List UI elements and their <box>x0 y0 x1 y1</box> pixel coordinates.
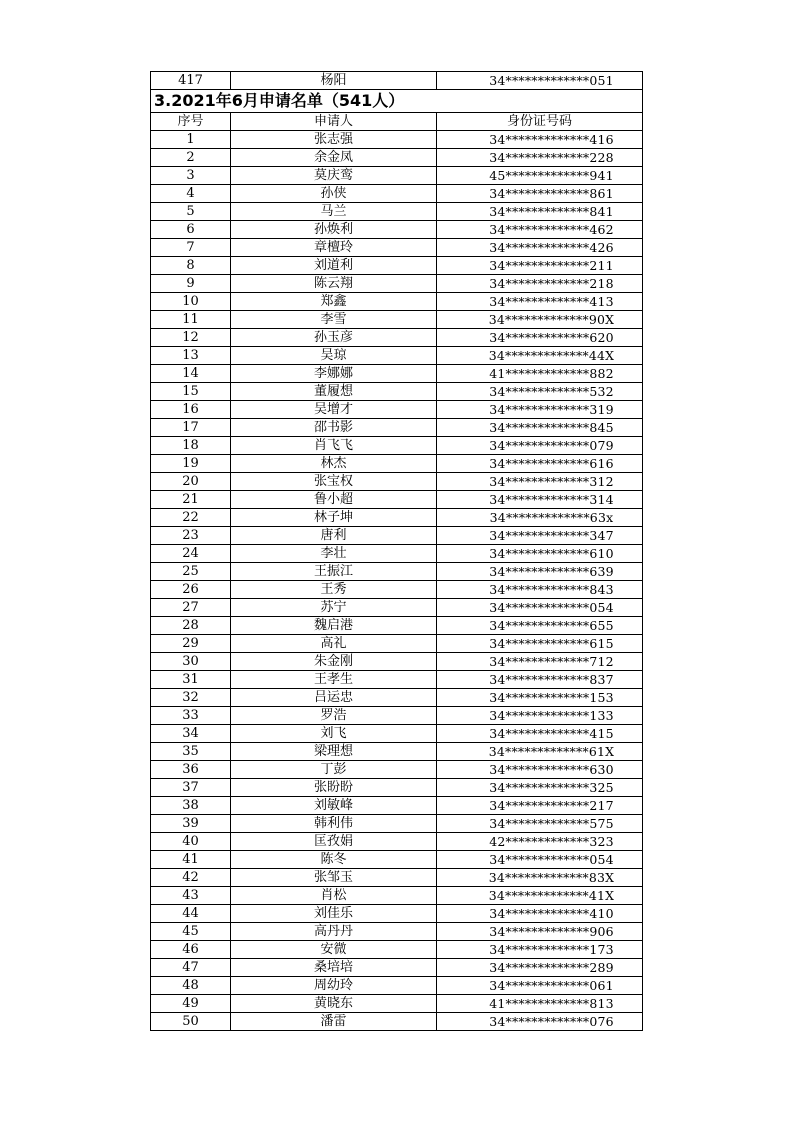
applicant-name: 张邹玉 <box>231 869 437 887</box>
table-row <box>151 185 643 203</box>
id-number: 34*************061 <box>437 977 643 995</box>
id-number: 34*************575 <box>437 815 643 833</box>
table-row <box>151 851 643 869</box>
id-number: 34*************712 <box>437 653 643 671</box>
table-row <box>151 419 643 437</box>
row-number: 31 <box>151 671 231 689</box>
table-row <box>151 383 643 401</box>
table-row <box>151 293 643 311</box>
row-number: 48 <box>151 977 231 995</box>
row-number: 37 <box>151 779 231 797</box>
row-number: 32 <box>151 689 231 707</box>
row-number: 18 <box>151 437 231 455</box>
id-number: 34*************639 <box>437 563 643 581</box>
id-number: 34*************314 <box>437 491 643 509</box>
row-number: 38 <box>151 797 231 815</box>
id-number: 34*************153 <box>437 689 643 707</box>
id-number: 34*************620 <box>437 329 643 347</box>
id-number: 45*************941 <box>437 167 643 185</box>
id-number: 34*************228 <box>437 149 643 167</box>
applicant-name: 陈冬 <box>231 851 437 869</box>
applicant-name: 桑培培 <box>231 959 437 977</box>
applicant-name: 邵书影 <box>231 419 437 437</box>
row-number: 11 <box>151 311 231 329</box>
row-number: 23 <box>151 527 231 545</box>
row-number: 10 <box>151 293 231 311</box>
row-number: 3 <box>151 167 231 185</box>
id-number: 34*************079 <box>437 437 643 455</box>
id-number: 34*************217 <box>437 797 643 815</box>
id-number: 34*************325 <box>437 779 643 797</box>
row-number: 39 <box>151 815 231 833</box>
row-number: 25 <box>151 563 231 581</box>
table-row <box>151 221 643 239</box>
id-number: 34*************054 <box>437 599 643 617</box>
table-row <box>151 72 643 90</box>
applicant-name: 丁彭 <box>231 761 437 779</box>
row-number: 4 <box>151 185 231 203</box>
row-number: 14 <box>151 365 231 383</box>
applicant-name: 林子坤 <box>231 509 437 527</box>
applicant-name: 鲁小超 <box>231 491 437 509</box>
id-number: 34*************843 <box>437 581 643 599</box>
row-number: 30 <box>151 653 231 671</box>
id-number: 34*************90X <box>437 311 643 329</box>
row-number: 44 <box>151 905 231 923</box>
applicant-name: 吴增才 <box>231 401 437 419</box>
applicant-name: 张宝权 <box>231 473 437 491</box>
table-row <box>151 455 643 473</box>
applicant-name: 陈云翔 <box>231 275 437 293</box>
row-number: 1 <box>151 131 231 149</box>
table-row <box>151 815 643 833</box>
row-number: 22 <box>151 509 231 527</box>
row-number: 27 <box>151 599 231 617</box>
table-row <box>151 365 643 383</box>
applicant-name: 莫庆鸾 <box>231 167 437 185</box>
id-number: 34*************289 <box>437 959 643 977</box>
row-number: 2 <box>151 149 231 167</box>
table-row <box>151 545 643 563</box>
applicant-name: 刘敏峰 <box>231 797 437 815</box>
applicant-name: 李雪 <box>231 311 437 329</box>
id-number: 34*************211 <box>437 257 643 275</box>
applicant-name: 朱金刚 <box>231 653 437 671</box>
applicant-name: 刘飞 <box>231 725 437 743</box>
table-row <box>151 761 643 779</box>
applicant-name: 王孝生 <box>231 671 437 689</box>
table-row <box>151 491 643 509</box>
id-number: 34*************319 <box>437 401 643 419</box>
row-number: 36 <box>151 761 231 779</box>
id-number: 34*************63x <box>437 509 643 527</box>
applicant-name: 梁理想 <box>231 743 437 761</box>
applicant-name: 马兰 <box>231 203 437 221</box>
table-row <box>151 401 643 419</box>
applicant-name: 肖飞飞 <box>231 437 437 455</box>
table-row <box>151 311 643 329</box>
id-number: 41*************813 <box>437 995 643 1013</box>
id-number: 34*************41X <box>437 887 643 905</box>
id-number: 34*************426 <box>437 239 643 257</box>
table-row <box>151 599 643 617</box>
table-row <box>151 905 643 923</box>
row-number: 50 <box>151 1013 231 1031</box>
row-number: 46 <box>151 941 231 959</box>
row-number: 19 <box>151 455 231 473</box>
table-row <box>151 437 643 455</box>
row-number: 47 <box>151 959 231 977</box>
section-title-row <box>151 90 643 113</box>
id-number: 34*************462 <box>437 221 643 239</box>
table-row <box>151 1013 643 1031</box>
table-row <box>151 203 643 221</box>
id-number: 42*************323 <box>437 833 643 851</box>
applicant-name: 郑鑫 <box>231 293 437 311</box>
table-row <box>151 347 643 365</box>
row-number: 417 <box>151 72 231 90</box>
applicant-name: 吕运忠 <box>231 689 437 707</box>
applicant-name: 余金凤 <box>231 149 437 167</box>
row-number: 33 <box>151 707 231 725</box>
row-number: 15 <box>151 383 231 401</box>
table-row <box>151 527 643 545</box>
row-number: 40 <box>151 833 231 851</box>
row-number: 43 <box>151 887 231 905</box>
row-number: 41 <box>151 851 231 869</box>
applicant-name: 魏启港 <box>231 617 437 635</box>
table-row <box>151 653 643 671</box>
row-number: 21 <box>151 491 231 509</box>
applicant-name: 吴琼 <box>231 347 437 365</box>
table-row <box>151 581 643 599</box>
row-number: 49 <box>151 995 231 1013</box>
id-number: 34*************44X <box>437 347 643 365</box>
table-row <box>151 473 643 491</box>
id-number: 34*************630 <box>437 761 643 779</box>
table-row <box>151 167 643 185</box>
id-number: 34*************415 <box>437 725 643 743</box>
table-row <box>151 941 643 959</box>
table-row <box>151 275 643 293</box>
id-number: 34*************532 <box>437 383 643 401</box>
header-id-number: 身份证号码 <box>437 113 643 131</box>
id-number: 34*************615 <box>437 635 643 653</box>
row-number: 7 <box>151 239 231 257</box>
table-row <box>151 797 643 815</box>
applicant-name: 李壮 <box>231 545 437 563</box>
applicant-name: 匡孜娟 <box>231 833 437 851</box>
id-number: 34*************218 <box>437 275 643 293</box>
id-number: 34*************347 <box>437 527 643 545</box>
applicant-name: 张盼盼 <box>231 779 437 797</box>
id-number: 34*************861 <box>437 185 643 203</box>
id-number: 34*************173 <box>437 941 643 959</box>
table-row <box>151 509 643 527</box>
row-number: 6 <box>151 221 231 239</box>
applicant-name: 李娜娜 <box>231 365 437 383</box>
id-number: 34*************410 <box>437 905 643 923</box>
table-row <box>151 635 643 653</box>
applicant-name: 王振江 <box>231 563 437 581</box>
id-number: 34*************841 <box>437 203 643 221</box>
id-number: 34*************616 <box>437 455 643 473</box>
applicant-name: 孙侠 <box>231 185 437 203</box>
applicant-name: 潘雷 <box>231 1013 437 1031</box>
applicant-name: 高丹丹 <box>231 923 437 941</box>
table-row <box>151 923 643 941</box>
applicant-name: 苏宁 <box>231 599 437 617</box>
table-row <box>151 149 643 167</box>
section-title: 3.2021年6月申请名单（541人） <box>151 90 643 113</box>
applicant-name: 章檀玲 <box>231 239 437 257</box>
id-number: 41*************882 <box>437 365 643 383</box>
id-number: 34*************655 <box>437 617 643 635</box>
table-row <box>151 833 643 851</box>
table-row <box>151 707 643 725</box>
applicant-name: 高礼 <box>231 635 437 653</box>
row-number: 42 <box>151 869 231 887</box>
applicant-name: 林杰 <box>231 455 437 473</box>
applicant-name: 肖松 <box>231 887 437 905</box>
id-number: 34*************413 <box>437 293 643 311</box>
id-number: 34*************051 <box>437 72 643 90</box>
row-number: 8 <box>151 257 231 275</box>
applicant-name: 孙玉彦 <box>231 329 437 347</box>
applicant-name: 罗浩 <box>231 707 437 725</box>
id-number: 34*************906 <box>437 923 643 941</box>
row-number: 13 <box>151 347 231 365</box>
table-row <box>151 869 643 887</box>
id-number: 34*************312 <box>437 473 643 491</box>
row-number: 9 <box>151 275 231 293</box>
applicant-table <box>150 71 643 1031</box>
table-row <box>151 329 643 347</box>
header-number: 序号 <box>151 113 231 131</box>
row-number: 24 <box>151 545 231 563</box>
applicant-name: 黄晓东 <box>231 995 437 1013</box>
id-number: 34*************133 <box>437 707 643 725</box>
row-number: 16 <box>151 401 231 419</box>
id-number: 34*************076 <box>437 1013 643 1031</box>
id-number: 34*************054 <box>437 851 643 869</box>
table-row <box>151 887 643 905</box>
row-number: 45 <box>151 923 231 941</box>
table-row <box>151 725 643 743</box>
table-row <box>151 671 643 689</box>
id-number: 34*************610 <box>437 545 643 563</box>
table-row <box>151 743 643 761</box>
applicant-name: 张志强 <box>231 131 437 149</box>
id-number: 34*************837 <box>437 671 643 689</box>
table-row <box>151 131 643 149</box>
row-number: 35 <box>151 743 231 761</box>
table-row <box>151 239 643 257</box>
table-row <box>151 563 643 581</box>
header-applicant: 申请人 <box>231 113 437 131</box>
row-number: 12 <box>151 329 231 347</box>
applicant-name: 孙焕利 <box>231 221 437 239</box>
applicant-name: 杨阳 <box>231 72 437 90</box>
applicant-name: 刘佳乐 <box>231 905 437 923</box>
applicant-name: 刘道利 <box>231 257 437 275</box>
row-number: 34 <box>151 725 231 743</box>
applicant-name: 韩利伟 <box>231 815 437 833</box>
table-row <box>151 977 643 995</box>
table-row <box>151 779 643 797</box>
row-number: 20 <box>151 473 231 491</box>
id-number: 34*************83X <box>437 869 643 887</box>
row-number: 26 <box>151 581 231 599</box>
row-number: 28 <box>151 617 231 635</box>
row-number: 5 <box>151 203 231 221</box>
applicant-name: 安微 <box>231 941 437 959</box>
applicant-name: 王秀 <box>231 581 437 599</box>
table-row <box>151 617 643 635</box>
table-row <box>151 959 643 977</box>
table-header-row <box>151 113 643 131</box>
id-number: 34*************416 <box>437 131 643 149</box>
table-row <box>151 689 643 707</box>
row-number: 17 <box>151 419 231 437</box>
table-row <box>151 995 643 1013</box>
row-number: 29 <box>151 635 231 653</box>
id-number: 34*************845 <box>437 419 643 437</box>
applicant-name: 周幼玲 <box>231 977 437 995</box>
applicant-name: 董履想 <box>231 383 437 401</box>
table-row <box>151 257 643 275</box>
id-number: 34*************61X <box>437 743 643 761</box>
applicant-name: 唐利 <box>231 527 437 545</box>
